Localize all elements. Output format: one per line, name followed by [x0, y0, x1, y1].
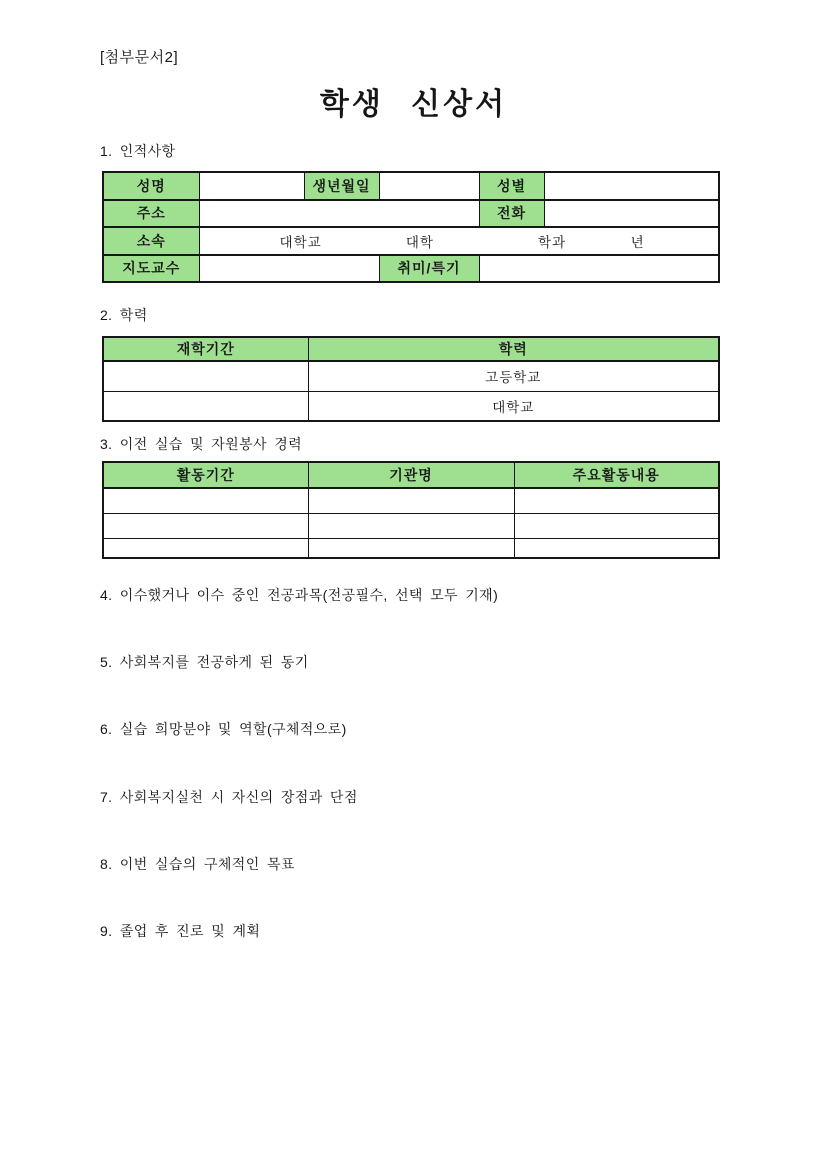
section-heading-experience: 3. 이전 실습 및 자원봉사 경력: [100, 436, 303, 452]
birthdate-label-cell: 생년월일: [304, 172, 379, 200]
section-heading-desired-field: 6. 실습 희망분야 및 역할(구체적으로): [100, 721, 347, 737]
experience-activity-cell: [514, 488, 719, 513]
gender-label-cell: 성별: [479, 172, 544, 200]
affiliation-college-suffix: 대학: [405, 234, 434, 250]
affiliation-label-cell: 소속: [103, 227, 199, 255]
experience-period-cell: [103, 538, 308, 558]
experience-period-cell: [103, 488, 308, 513]
page-title: 학생 신상서: [319, 88, 508, 121]
experience-activity-cell: [514, 538, 719, 558]
section-heading-practice-goals: 8. 이번 실습의 구체적인 목표: [100, 856, 295, 872]
experience-organization-cell: [308, 513, 514, 538]
education-period-cell: [103, 391, 308, 421]
phone-label-cell: 전화: [479, 200, 544, 228]
education-level-header-cell: 학력: [308, 337, 719, 361]
hobby-label-cell: 취미/특기: [379, 255, 479, 283]
section-heading-career-plan: 9. 졸업 후 진로 및 계획: [100, 923, 261, 939]
experience-activity-cell: [514, 513, 719, 538]
education-table: [102, 336, 720, 422]
advisor-label-cell: 지도교수: [103, 255, 199, 283]
affiliation-value-cell: [199, 227, 719, 255]
phone-value-cell: [544, 200, 719, 228]
experience-period-cell: [103, 513, 308, 538]
hobby-value-cell: [479, 255, 719, 283]
name-label-cell: 성명: [103, 172, 199, 200]
affiliation-department-suffix: 학과: [538, 234, 567, 250]
section-heading-strengths-weaknesses: 7. 사회복지실천 시 자신의 장점과 단점: [100, 789, 358, 805]
experience-period-header-cell: 활동기간: [103, 462, 308, 488]
name-value-cell: [199, 172, 304, 200]
education-school-cell: 대학교: [308, 391, 719, 421]
section-heading-education: 2. 학력: [100, 307, 148, 323]
section-heading-motivation: 5. 사회복지를 전공하게 된 동기: [100, 654, 309, 670]
gender-value-cell: [544, 172, 719, 200]
birthdate-value-cell: [379, 172, 479, 200]
education-period-cell: [103, 361, 308, 391]
experience-organization-header-cell: 기관명: [308, 462, 514, 488]
experience-activity-header-cell: 주요활동내용: [514, 462, 719, 488]
advisor-value-cell: [199, 255, 379, 283]
section-heading-major-courses: 4. 이수했거나 이수 중인 전공과목(전공필수, 선택 모두 기재): [100, 587, 499, 603]
affiliation-year-suffix: 년: [630, 234, 645, 250]
experience-organization-cell: [308, 538, 514, 558]
address-value-cell: [199, 200, 479, 228]
affiliation-university-suffix: 대학교: [279, 234, 322, 250]
section-heading-personal-info: 1. 인적사항: [100, 143, 176, 159]
education-period-header-cell: 재학기간: [103, 337, 308, 361]
personal-info-table: [102, 171, 720, 283]
attachment-label: [첨부문서2]: [100, 49, 179, 66]
address-label-cell: 주소: [103, 200, 199, 228]
experience-table: [102, 461, 720, 559]
education-school-cell: 고등학교: [308, 361, 719, 391]
experience-organization-cell: [308, 488, 514, 513]
